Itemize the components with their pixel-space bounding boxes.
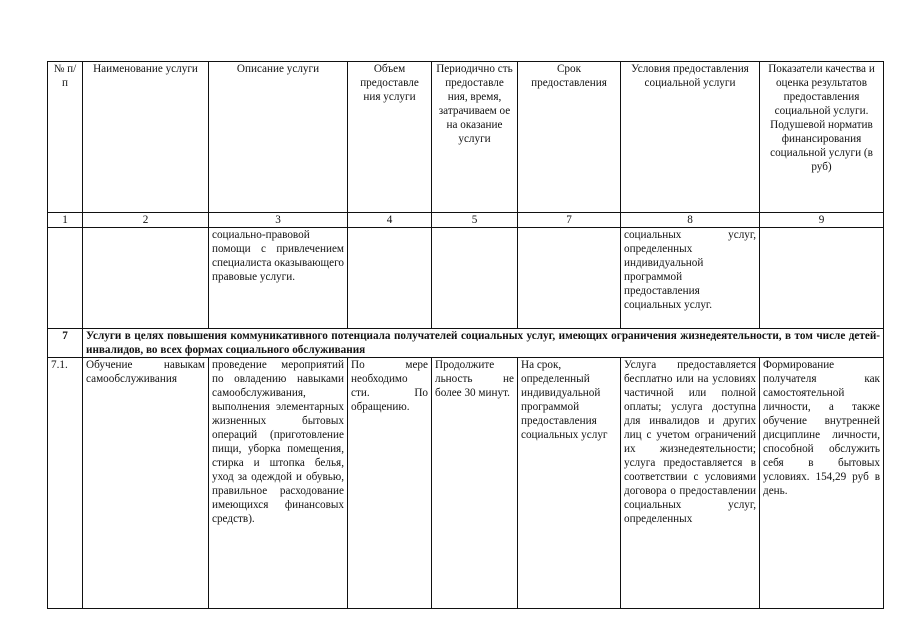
empty-cell [432,228,518,329]
empty-cell [518,228,621,329]
empty-cell [48,228,83,329]
table-row [48,358,884,609]
header-volume: Объем предоставле ния услуги [348,62,432,213]
service-term: На срок, определенный индивидуальной программой предоставления социальных услуг [518,358,621,609]
empty-cell [348,228,432,329]
empty-cell [760,228,884,329]
header-conditions: Условия предоставления социальной услуги [621,62,760,213]
section-row [48,329,884,358]
header-term: Срок предоставления [518,62,621,213]
column-number: 2 [83,213,209,228]
header-row [48,62,884,213]
header-description: Описание услуги [209,62,348,213]
service-periodicity: Продолжите льность не более 30 минут. [432,358,518,609]
column-number: 9 [760,213,884,228]
header-service-name: Наименование услуги [83,62,209,213]
service-conditions: Услуга предоставляется бесплатно или на условиях частичной или полной оплаты; услуга доступна для инвалидов и других лиц с учетом ограничений их жизнедеятельности; услуга предоставляется в соответствии с условиями договора о предоставлении социальных услуг, определенных [621,358,760,609]
service-indicators: Формирование получателя как самостоятельной личности, а также обучение внутренней дисциплине личности, способной обслужить себя в бытовых условиях. 154,29 руб в день. [760,358,884,609]
section-number: 7 [48,329,83,358]
header-periodicity: Периодично сть предоставле ния, время, затрачиваем ое на оказание услуги [432,62,518,213]
service-description: проведение мероприятий по овладению навыками самообслуживания, выполнения элементарных жизненных бытовых операций (приготовление пищи, уборка помещения, стирка и штопка белья, уход за одеждой и обувью, правильное расходование имеющихся финансовых средств). [209,358,348,609]
column-number-row [48,213,884,228]
continuation-conditions: социальных услуг, определенных индивидуальной программой предоставления социальных услуг. [621,228,760,329]
continuation-description: социально-правовой помощи с привлечением специалиста оказывающего правовые услуги. [209,228,348,329]
service-name: Обучение навыкам самообслуживания [83,358,209,609]
row-number: 7.1. [48,358,83,609]
column-number: 4 [348,213,432,228]
header-indicators: Показатели качества и оценка результатов предоставления социальной услуги. Подушевой норматив финансирования социальной услуги (в руб) [760,62,884,213]
column-number: 7 [518,213,621,228]
column-number: 1 [48,213,83,228]
column-number: 8 [621,213,760,228]
column-number: 5 [432,213,518,228]
empty-cell [83,228,209,329]
services-table [47,61,884,609]
header-number: № п/п [48,62,83,213]
column-number: 3 [209,213,348,228]
continuation-row [48,228,884,329]
service-volume: По мере необходимо сти. По обращению. [348,358,432,609]
section-title: Услуги в целях повышения коммуникативного потенциала получателей социальных услуг, имеющих ограничения жизнедеятельности, в том числе детей-инвалидов, во всех формах социального обслуживания [83,329,884,358]
